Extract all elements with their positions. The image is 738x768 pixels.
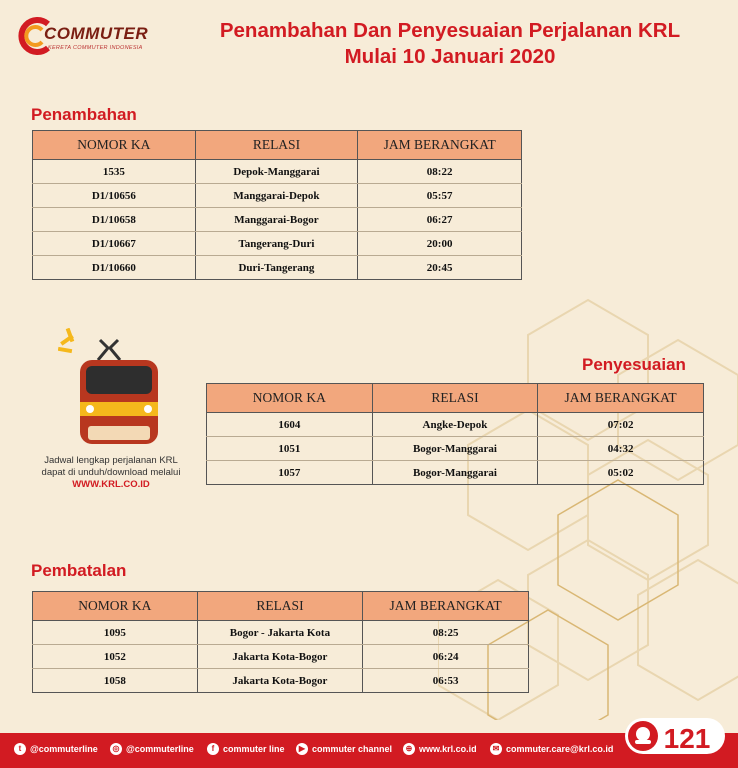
table-row [33, 669, 529, 693]
cell-nomor: D1/10658 [33, 208, 196, 232]
commuter-logo [14, 14, 164, 60]
table-row [207, 461, 704, 485]
cell-jam: 20:00 [358, 232, 522, 256]
cell-nomor: D1/10660 [33, 256, 196, 280]
table-row [33, 208, 522, 232]
column-header-jam: JAM BERANGKAT [538, 384, 704, 413]
section-heading-pembatalan: Pembatalan [31, 561, 127, 580]
table-row [207, 437, 704, 461]
table-row [33, 645, 529, 669]
table-header-row [33, 131, 522, 160]
info-line-2: dapat di unduh/download melalui [41, 467, 181, 478]
cell-relasi: Duri-Tangerang [195, 256, 358, 280]
cell-relasi: Manggarai-Bogor [195, 208, 358, 232]
cell-nomor: 1095 [33, 621, 198, 645]
cell-nomor: D1/10667 [33, 232, 196, 256]
pembatalan-table [32, 591, 529, 693]
footer-facebook-label: commuter line [223, 744, 285, 754]
footer-youtube-label: commuter channel [312, 744, 393, 754]
globe-icon: ⊕ [403, 743, 415, 755]
table-row [33, 232, 522, 256]
footer-website-label: www.krl.co.id [419, 744, 477, 754]
twitter-icon: t [14, 743, 26, 755]
cell-jam: 06:24 [363, 645, 529, 669]
footer-facebook[interactable] [207, 743, 285, 755]
table-row [33, 256, 522, 280]
table-row [33, 184, 522, 208]
table-row [207, 413, 704, 437]
info-line-1: Jadwal lengkap perjalanan KRL [44, 455, 178, 466]
cell-relasi: Bogor-Manggarai [372, 461, 538, 485]
cell-nomor: 1057 [207, 461, 373, 485]
table-row [33, 160, 522, 184]
page-title [180, 18, 720, 70]
column-header-nomor: NOMOR KA [33, 592, 198, 621]
info-url-link[interactable]: WWW.KRL.CO.ID [72, 479, 150, 490]
column-header-relasi: RELASI [197, 592, 363, 621]
cell-jam: 06:27 [358, 208, 522, 232]
footer-youtube[interactable] [296, 743, 392, 755]
section-heading-penambahan: Penambahan [31, 105, 137, 124]
youtube-icon: ▶ [296, 743, 308, 755]
section-heading-penyesuaian: Penyesuaian [582, 355, 686, 374]
cell-relasi: Bogor - Jakarta Kota [197, 621, 363, 645]
badge-number: 121 [663, 723, 711, 754]
cell-relasi: Bogor-Manggarai [372, 437, 538, 461]
footer-twitter[interactable] [14, 743, 98, 755]
cell-relasi: Depok-Manggarai [195, 160, 358, 184]
cell-jam: 05:02 [538, 461, 704, 485]
download-info [22, 455, 200, 491]
cell-nomor: 1058 [33, 669, 198, 693]
cell-relasi: Jakarta Kota-Bogor [197, 645, 363, 669]
cell-relasi: Tangerang-Duri [195, 232, 358, 256]
instagram-icon: ◎ [110, 743, 122, 755]
footer-email-label: commuter.care@krl.co.id [506, 744, 614, 754]
footer-website[interactable] [403, 743, 477, 755]
title-line-2: Mulai 10 Januari 2020 [344, 45, 556, 68]
cell-jam: 05:57 [358, 184, 522, 208]
footer-email[interactable] [490, 743, 613, 755]
column-header-relasi: RELASI [372, 384, 538, 413]
column-header-jam: JAM BERANGKAT [358, 131, 522, 160]
column-header-nomor: NOMOR KA [207, 384, 373, 413]
cell-jam: 04:32 [538, 437, 704, 461]
footer-instagram-label: @commuterline [126, 744, 194, 754]
table-header-row [33, 592, 529, 621]
column-header-jam: JAM BERANGKAT [363, 592, 529, 621]
facebook-icon: f [207, 743, 219, 755]
cell-jam: 08:25 [363, 621, 529, 645]
cell-jam: 20:45 [358, 256, 522, 280]
cell-nomor: 1052 [33, 645, 198, 669]
mail-icon: ✉ [490, 743, 502, 755]
cell-nomor: 1535 [33, 160, 196, 184]
penambahan-table [32, 130, 522, 280]
table-header-row [207, 384, 704, 413]
column-header-relasi: RELASI [195, 131, 358, 160]
footer-instagram[interactable] [110, 743, 194, 755]
cell-jam: 07:02 [538, 413, 704, 437]
footer-twitter-label: @commuterline [30, 744, 98, 754]
train-icon [58, 328, 160, 446]
cell-nomor: 1604 [207, 413, 373, 437]
cell-jam: 08:22 [358, 160, 522, 184]
column-header-nomor: NOMOR KA [33, 131, 196, 160]
brand-subtitle: KERETA COMMUTER INDONESIA [48, 45, 143, 51]
cell-relasi: Jakarta Kota-Bogor [197, 669, 363, 693]
call-center-121-badge [625, 716, 725, 756]
cell-nomor: D1/10656 [33, 184, 196, 208]
cell-relasi: Manggarai-Depok [195, 184, 358, 208]
cell-nomor: 1051 [207, 437, 373, 461]
penyesuaian-table [206, 383, 704, 485]
cell-jam: 06:53 [363, 669, 529, 693]
table-row [33, 621, 529, 645]
brand-name: COMMUTER [44, 24, 149, 43]
cell-relasi: Angke-Depok [372, 413, 538, 437]
title-line-1: Penambahan Dan Penyesuaian Perjalanan KRL [219, 19, 681, 42]
